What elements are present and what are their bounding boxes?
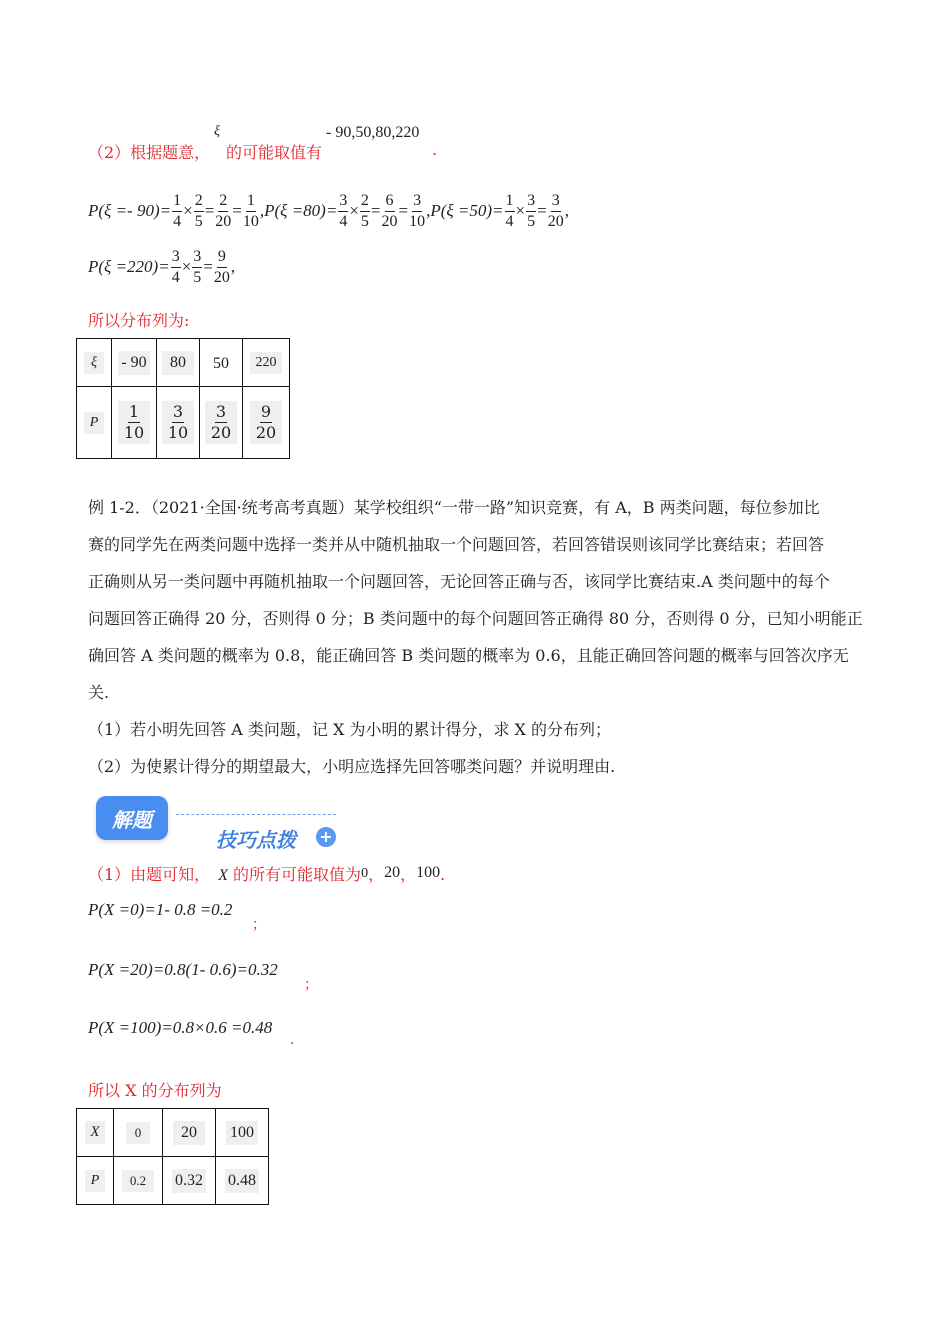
semicolon: ； xyxy=(304,977,318,993)
value-0: 0 xyxy=(361,866,369,881)
table-cell: $\frac{3}{10}$ xyxy=(157,387,200,459)
equation-x0: P(X =0)=1- 0.8 =0.2 xyxy=(88,900,233,919)
table-cell: $\frac{9}{20}$ xyxy=(243,387,290,459)
table-header-cell: P xyxy=(77,1157,114,1205)
table-row xyxy=(77,387,290,459)
table-header-cell: ξ xyxy=(77,339,112,387)
sol-part1-mid: 的所有可能取值为 xyxy=(227,865,362,884)
table-cell: $\frac{1}{10}$ xyxy=(112,387,157,459)
sol-part2-prefix: （2）根据题意， xyxy=(88,143,211,162)
table-cell: $\frac{3}{20}$ xyxy=(200,387,243,459)
fraction: $\frac{3}{10}$ xyxy=(409,191,426,230)
equation-x20: P(X =20)=0.8(1- 0.6)=0.32 xyxy=(88,960,278,979)
example-line: 问题回答正确得 20 分，否则得 0 分；B 类问题中的每个问题回答正确得 80 分，否则得 0 分，已知小明能正 xyxy=(88,609,863,628)
table-cell: 50 xyxy=(200,339,243,387)
table-header-cell: P xyxy=(77,387,112,459)
fraction: $\frac{2}{5}$ xyxy=(360,191,369,230)
table-cell: - 90 xyxy=(112,339,157,387)
sep: ， xyxy=(368,865,385,884)
eq-p3-lhs: ,P(ξ =50)= xyxy=(426,201,504,220)
fraction: $\frac{9}{20}$ xyxy=(213,247,230,286)
banner-badge: 解题 xyxy=(96,796,168,840)
fraction: $\frac{3}{4}$ xyxy=(171,247,180,286)
table-cell: 0.2 xyxy=(114,1157,163,1205)
example-line: 例 1-2．（2021·全国·统考高考真题）某学校组织“一带一路”知识竞赛，有 A，B 两类问题，每位参加比 xyxy=(88,498,820,517)
table-row xyxy=(77,1157,269,1205)
period: . xyxy=(432,140,438,159)
table-cell: 0 xyxy=(114,1109,163,1157)
x-symbol: X xyxy=(218,867,228,884)
semicolon: ； xyxy=(252,917,266,933)
eq-p1-lhs: P(ξ =- 90)= xyxy=(88,201,172,220)
eq-tail: , xyxy=(230,257,236,276)
sep: ， xyxy=(400,865,417,884)
xi-symbol: ξ xyxy=(214,124,220,139)
sol-part1-line xyxy=(88,862,508,888)
distribution-table-x xyxy=(76,1108,269,1205)
period: . xyxy=(290,1032,295,1048)
fraction: $\frac{1}{10}$ xyxy=(242,191,259,230)
example-line: 正确则从另一类问题中再随机抽取一个问题回答，无论回答正确与否，该同学比赛结束.A 类问题中的每个 xyxy=(88,572,830,591)
table-row xyxy=(77,1109,269,1157)
fraction: $\frac{2}{5}$ xyxy=(194,191,203,230)
fraction: $\frac{3}{5}$ xyxy=(193,247,202,286)
table-cell: 100 xyxy=(216,1109,269,1157)
fraction: $\frac{1}{4}$ xyxy=(173,191,182,230)
values-expr: - 90,50,80,220 xyxy=(326,124,420,141)
banner-dashed-line xyxy=(176,814,336,815)
eq-tail: , xyxy=(564,201,569,220)
eq-p2-lhs: ,P(ξ =80)= xyxy=(259,201,338,220)
table-cell: 80 xyxy=(157,339,200,387)
table-cell: 20 xyxy=(163,1109,216,1157)
sol-part1-prefix: （1）由题可知， xyxy=(88,865,211,884)
example-line: 赛的同学先在两类问题中选择一类并从中随机抽取一个问题回答，若回答错误则该同学比赛结束；若回答 xyxy=(88,535,825,554)
fraction: $\frac{6}{20}$ xyxy=(381,191,398,230)
sol-part2-line xyxy=(88,124,488,168)
value-100: 100 xyxy=(416,864,441,881)
equation-x100: P(X =100)=0.8×0.6 =0.48 xyxy=(88,1018,273,1037)
table-cell: 0.48 xyxy=(216,1157,269,1205)
fraction: $\frac{2}{20}$ xyxy=(215,191,232,230)
distribution-table-xi xyxy=(76,338,290,459)
banner-title: 技巧点拨 xyxy=(216,828,296,852)
plus-icon: + xyxy=(316,827,336,847)
example-line: 关. xyxy=(88,683,110,702)
eq-lhs: P(ξ =220)= xyxy=(88,257,170,276)
fraction: $\frac{3}{4}$ xyxy=(339,191,348,230)
period: . xyxy=(440,865,446,884)
question-1: （1）若小明先回答 A 类问题，记 X 为小明的累计得分，求 X 的分布列； xyxy=(88,720,612,739)
table-cell: 0.32 xyxy=(163,1157,216,1205)
fraction: $\frac{3}{5}$ xyxy=(527,191,536,230)
probability-equations-line1: P(ξ =- 90)= $\frac{1}{4}$ × $\frac{2}{5}$ = $\frac{2}{20}$ = $\frac{1}{10}$ ,P(ξ =80)= $\frac{3}{4}$ × $\frac{2}{5}$ = $\frac{6}{20}$ = $\frac{3}{10}$ ,P(ξ =50)= $\frac{1}{4}$ × $\frac{3}{5}$ = $\frac{3}{20}$ , xyxy=(88,191,569,230)
table-header-cell: X xyxy=(77,1109,114,1157)
sol-part2-mid: 的可能取值有 xyxy=(226,143,323,162)
table-cell: 220 xyxy=(243,339,290,387)
distribution-label-1: 所以分布列为: xyxy=(88,311,190,330)
distribution-label-2: 所以 X 的分布列为 xyxy=(88,1081,222,1100)
example-problem xyxy=(88,489,878,785)
fraction: $\frac{1}{4}$ xyxy=(505,191,514,230)
solution-banner xyxy=(96,796,356,856)
example-line: 确回答 A 类问题的概率为 0.8，能正确回答 B 类问题的概率为 0.6，且能正确回答问题的概率与回答次序无 xyxy=(88,646,849,665)
table-row xyxy=(77,339,290,387)
probability-equation-line2: P(ξ =220)= $\frac{3}{4}$ × $\frac{3}{5}$ = $\frac{9}{20}$ , xyxy=(88,247,236,286)
value-20: 20 xyxy=(384,864,401,881)
question-2: （2）为使累计得分的期望最大，小明应选择先回答哪类问题？并说明理由. xyxy=(88,757,616,776)
fraction: $\frac{3}{20}$ xyxy=(547,191,564,230)
